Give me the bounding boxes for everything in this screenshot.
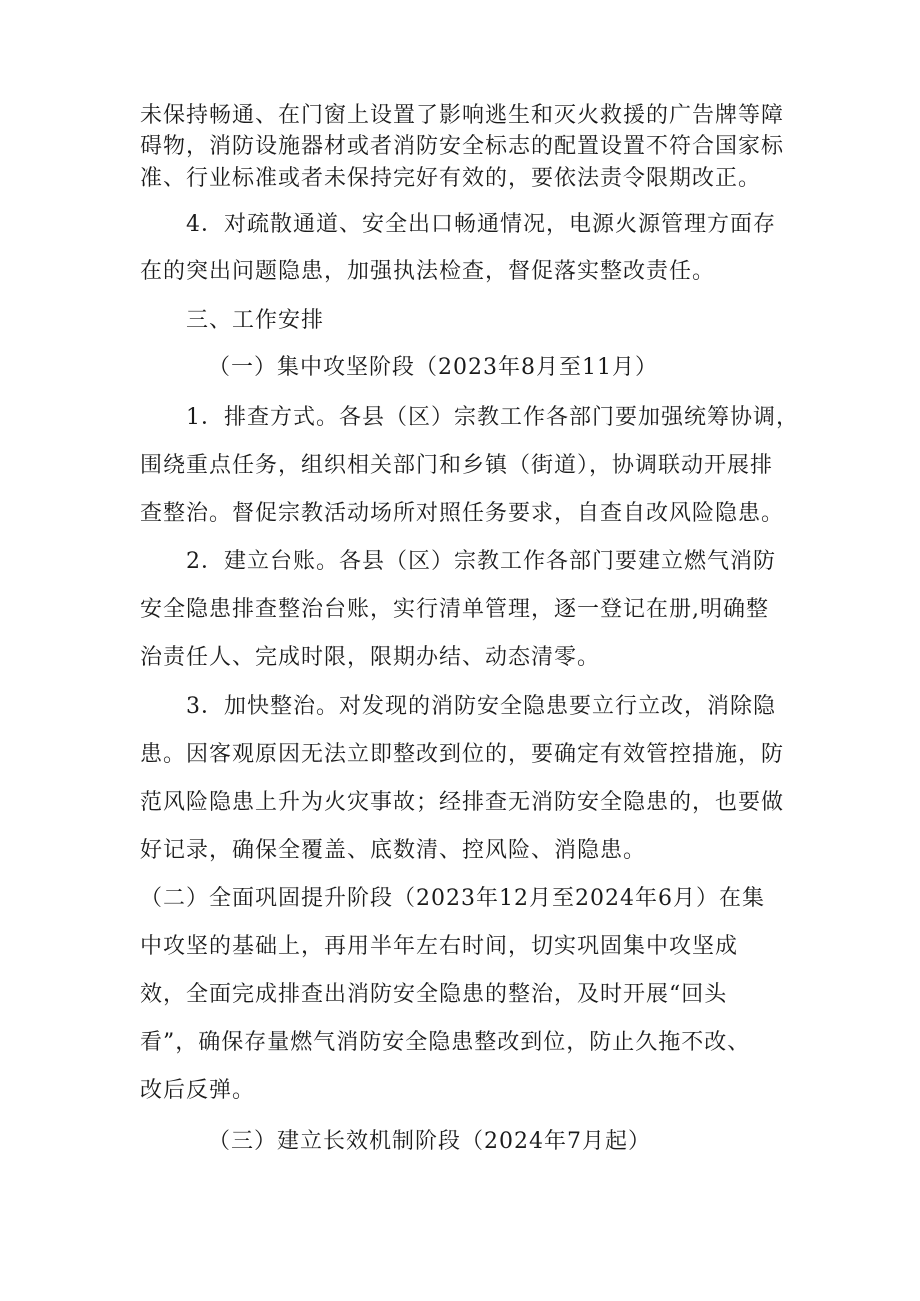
text-line: 碍物，消防设施器材或者消防安全标志的配置设置不符合国家标 (140, 134, 785, 159)
text-line: 安全隐患排查整治台账，实行清单管理，逐一登记在册,明确整 (140, 597, 769, 622)
text-line: 查整治。督促宗教活动场所对照任务要求，自查自改风险隐患。 (140, 501, 785, 526)
text-line: 4．对疏散通道、安全出口畅通情况，电源火源管理方面存 (186, 212, 776, 237)
text-line: 治责任人、完成时限，限期办结、动态清零。 (140, 645, 601, 670)
text-line: 患。因客观原因无法立即整改到位的，要确定有效管控措施，防 (140, 742, 785, 767)
text-line: 3．加快整治。对发现的消防安全隐患要立行立改，消除隐 (186, 694, 776, 719)
text-line: 改后反弹。 (140, 1078, 256, 1103)
text-line: 未保持畅通、在门窗上设置了影响逃生和灭火救援的广告牌等障 (140, 103, 785, 128)
text-line: 中攻坚的基础上，再用半年左右时间，切实巩固集中攻坚成 (140, 934, 739, 959)
text-line: 效，全面完成排查出消防安全隐患的整治，及时开展“回头 (140, 982, 728, 1007)
subsection-heading: （三）建立长效机制阶段（2024年7月起） (208, 1129, 651, 1154)
text-line: 准、行业标准或者未保持完好有效的，要依法责令限期改正。 (140, 166, 762, 191)
section-heading: 三、工作安排 (186, 308, 325, 333)
subsection-heading: （一）集中攻坚阶段（2023年8月至11月） (208, 355, 658, 380)
text-line: 围绕重点任务，组织相关部门和乡镇（街道），协调联动开展排 (140, 453, 774, 478)
text-line: 范风险隐患上升为火灾事故；经排查无消防安全隐患的，也要做 (140, 790, 785, 815)
text-line: 2．建立台账。各县（区）宗教工作各部门要建立燃气消防 (186, 549, 776, 574)
text-line: 看”，确保存量燃气消防安全隐患整改到位，防止久拖不改、 (140, 1030, 751, 1055)
subsection-heading: （二）全面巩固提升阶段（2023年12月至2024年6月）在集 (140, 886, 765, 911)
text-line: 1．排查方式。各县（区）宗教工作各部门要加强统筹协调， (186, 405, 799, 430)
text-line: 在的突出问题隐患，加强执法检查，督促落实整改责任。 (140, 259, 716, 284)
text-line: 好记录，确保全覆盖、底数清、控风险、消隐患。 (140, 838, 647, 863)
